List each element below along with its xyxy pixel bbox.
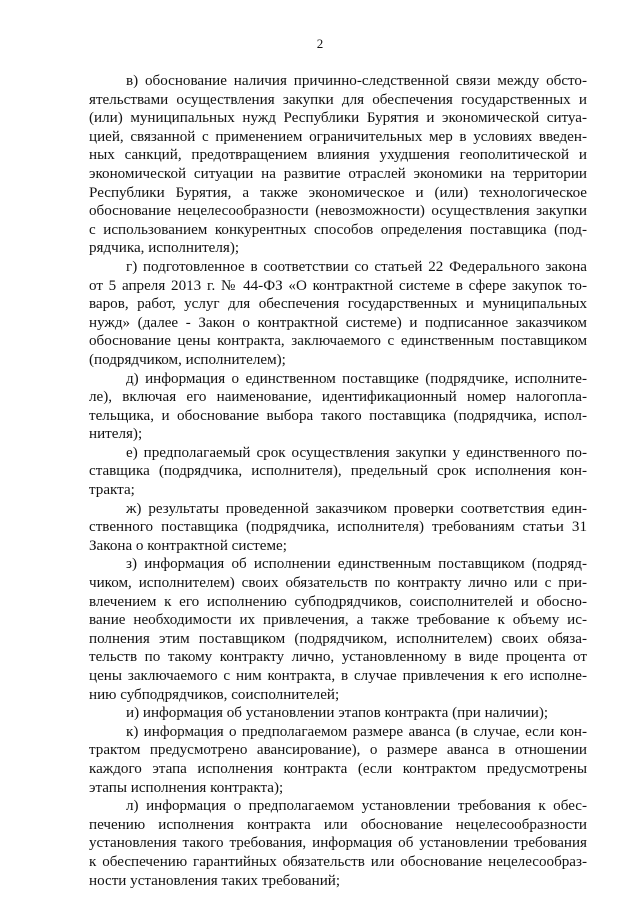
text-line: обоснование нецелесообразности (невозможности) осуществления закупки — [89, 203, 587, 220]
text-line: з) информация об исполнении единственным поставщиком (подряд- — [126, 556, 587, 573]
text-line: с использованием конкурентных способов определения поставщика (под- — [89, 221, 587, 238]
text-line: г) подготовленное в соответствии со статьей 22 Федерального закона — [126, 258, 587, 275]
text-line: Закона о контрактной системе; — [89, 537, 287, 554]
paragraph — [89, 797, 587, 890]
text-line: обоснование цены контракта, заключаемого с единственным поставщиком — [89, 333, 587, 350]
text-line: и) информация об установлении этапов контракта (при наличии); — [126, 705, 549, 722]
text-line: л) информация о предполагаемом установлении требования к обес- — [126, 798, 587, 815]
text-line: цены заключаемого с ним контракта, в случае привлечения к его исполне- — [89, 668, 587, 684]
paragraph — [89, 444, 587, 500]
text-line: вание необходимости их привлечения, а также требование к объему ис- — [89, 612, 587, 629]
paragraph — [89, 258, 587, 370]
text-line: тельств по такому контракту лично, установленному в виде процента от — [89, 649, 587, 666]
paragraph — [89, 704, 587, 723]
text-line: ности установления таких требований; — [89, 872, 341, 889]
text-line: от 5 апреля 2013 г. № 44-ФЗ «О контрактной системе в сфере закупок то- — [89, 277, 587, 294]
text-line: этапы исполнения контракта); — [89, 779, 284, 796]
paragraph — [89, 500, 587, 556]
text-line: нию субподрядчиков, соисполнителей; — [89, 686, 340, 703]
text-line: ственного поставщика (подрядчика, исполнителя) требованиям статьи 31 — [89, 519, 587, 536]
text-line: ных санкций, предотвращением влияния ухудшения геополитической и — [89, 147, 587, 164]
text-line: ятельствами осуществления закупки для обеспечения государственных и — [89, 91, 587, 108]
text-line: ж) результаты проведенной заказчиком проверки соответствия един- — [126, 500, 587, 517]
paragraph — [89, 723, 587, 797]
text-line: установления такого требования, информация об установлении требования — [89, 835, 587, 852]
paragraph — [89, 370, 587, 444]
text-line: цией, связанной с применением ограничительных мер в условиях введен- — [89, 128, 587, 145]
text-line: д) информация о единственном поставщике (подрядчике, исполните- — [126, 370, 587, 387]
text-line: рядчика, исполнителя); — [89, 240, 240, 257]
text-line: влечением к его исполнению субподрядчиков, соисполнителей и обосно- — [89, 593, 587, 610]
text-line: Республики Бурятия, а также экономическое и (или) технологическое — [89, 184, 587, 201]
text-line: к обеспечению гарантийных обязательств или обоснование нецелесообраз- — [89, 853, 587, 870]
text-line: ставщика (подрядчика, исполнителя), предельный срок исполнения кон- — [89, 463, 587, 480]
page-number: 2 — [316, 36, 324, 51]
text-line: тракта; — [89, 482, 135, 499]
paragraph — [89, 555, 587, 704]
text-line: каждого этапа исполнения контракта (если контрактом предусмотрены — [89, 760, 587, 777]
text-line: печению исполнения контракта или обоснование нецелесообразности — [89, 816, 587, 833]
document-body — [89, 72, 587, 890]
text-line: нужд» (далее - Закон о контрактной системе) и подписанное заказчиком — [89, 314, 587, 331]
text-line: ле), включая его наименование, идентификационный номер налогопла- — [89, 389, 587, 406]
text-line: тельщика, и обоснование выбора такого поставщика (подрядчика, испол- — [89, 407, 587, 424]
text-line: в) обоснование наличия причинно-следственной связи между обсто- — [126, 73, 587, 89]
text-line: трактом предусмотрено авансирование), о размере аванса в отношении — [89, 742, 587, 759]
text-line: экономической ситуации на развитие отраслей экономики на территории — [89, 165, 587, 182]
text-line: полнения этим поставщиком (подрядчиком, исполнителем) своих обяза- — [89, 630, 587, 647]
text-line: (подрядчиком, исполнителем); — [89, 351, 286, 368]
text-line: чиком, исполнителем) своих обязательств по контракту лично или с при- — [89, 575, 587, 592]
text-line: е) предполагаемый срок осуществления закупки у единственного по- — [126, 444, 587, 461]
paragraph — [89, 72, 587, 258]
text-line: варов, работ, услуг для обеспечения государственных и муниципальных — [89, 296, 587, 313]
text-line: (или) муниципальных нужд Республики Бурятия и экономической ситуа- — [89, 110, 587, 127]
text-line: нителя); — [89, 426, 143, 443]
text-line: к) информация о предполагаемом размере аванса (в случае, если кон- — [126, 723, 587, 740]
